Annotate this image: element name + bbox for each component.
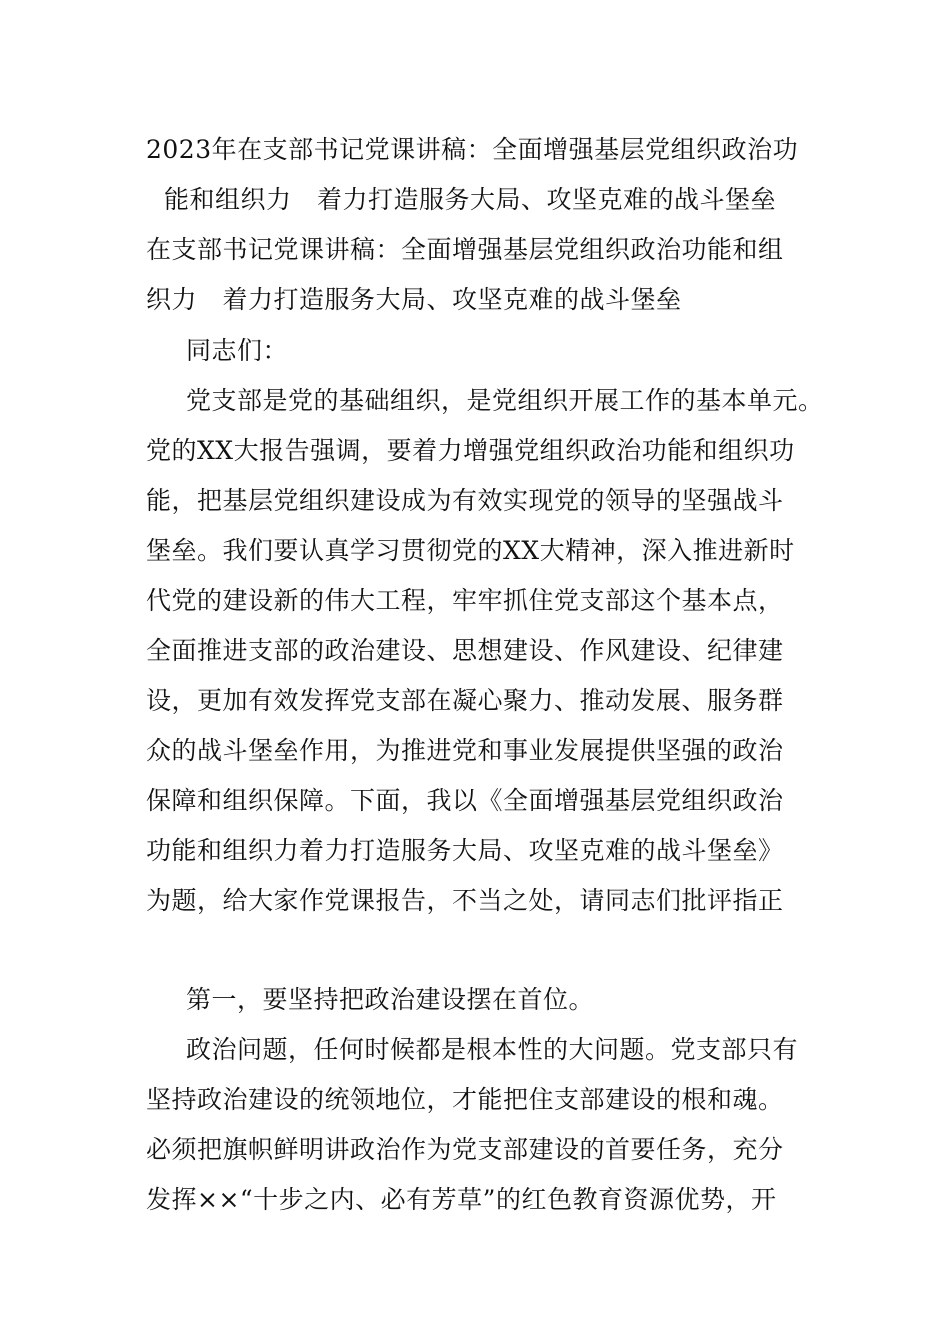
paragraph-line: 发挥××“十步之内、必有芳草”的红色教育资源优势，开	[146, 1185, 777, 1214]
paragraph-line: 政治问题，任何时候都是根本性的大问题。党支部只有	[186, 1035, 799, 1064]
title-line-1: 2023年在支部书记党课讲稿：全面增强基层党组织政治功	[146, 135, 799, 164]
paragraph-line: 必须把旗帜鲜明讲政治作为党支部建设的首要任务，充分	[146, 1135, 784, 1164]
paragraph-line: 众的战斗堡垒作用，为推进党和事业发展提供坚强的政治	[146, 736, 784, 765]
paragraph-line: 保障和组织保障。下面，我以《全面增强基层党组织政治	[146, 786, 784, 815]
paragraph-line: 坚持政治建设的统领地位，才能把住支部建设的根和魂。	[146, 1085, 784, 1114]
paragraph-line: 为题，给大家作党课报告，不当之处，请同志们批评指正	[146, 886, 784, 915]
paragraph-line: 全面推进支部的政治建设、思想建设、作风建设、纪律建	[146, 636, 784, 665]
paragraph-line: 党支部是党的基础组织，是党组织开展工作的基本单元。	[186, 386, 824, 415]
subtitle-line-2: 织力 着力打造服务大局、攻坚克难的战斗堡垒	[146, 285, 682, 314]
paragraph-line: 代党的建设新的伟大工程，牢牢抓住党支部这个基本点，	[146, 586, 784, 615]
paragraph-line: 党的XX大报告强调，要着力增强党组织政治功能和组织功	[146, 436, 795, 465]
paragraph-line: 功能和组织力着力打造服务大局、攻坚克难的战斗堡垒》	[146, 836, 784, 865]
section-heading: 第一，要坚持把政治建设摆在首位。	[186, 985, 595, 1014]
paragraph-line: 设，更加有效发挥党支部在凝心聚力、推动发展、服务群	[146, 686, 784, 715]
subtitle-line-1: 在支部书记党课讲稿：全面增强基层党组织政治功能和组	[146, 235, 784, 264]
paragraph-line: 堡垒。我们要认真学习贯彻党的XX大精神，深入推进新时	[146, 536, 795, 565]
paragraph-line: 能，把基层党组织建设成为有效实现党的领导的坚强战斗	[146, 486, 784, 515]
salutation: 同志们：	[186, 336, 289, 365]
title-line-2: 能和组织力 着力打造服务大局、攻坚克难的战斗堡垒	[164, 185, 777, 214]
